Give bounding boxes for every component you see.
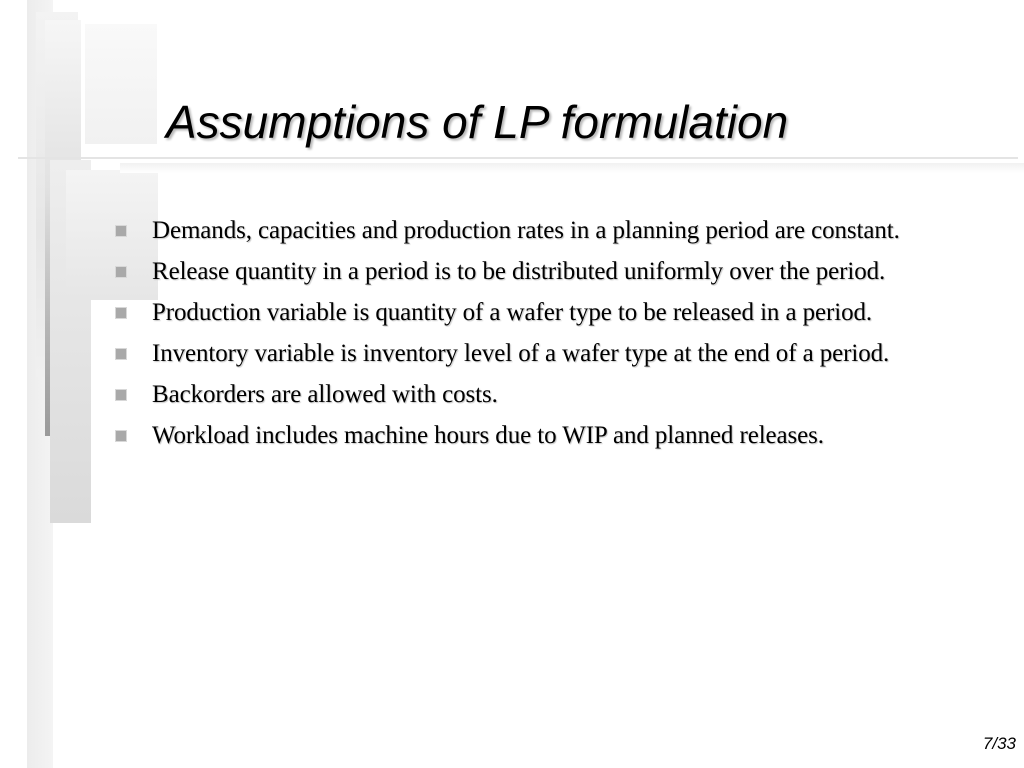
decorative-bar <box>85 24 157 144</box>
bullet-text: Release quantity in a period is to be distributed uniformly over the period. <box>152 257 886 285</box>
square-bullet-icon <box>115 389 127 401</box>
square-bullet-icon <box>115 348 127 360</box>
square-bullet-icon <box>115 430 127 442</box>
title-divider <box>18 157 1018 159</box>
bullet-text: Backorders are allowed with costs. <box>152 380 498 408</box>
bullet-item <box>113 333 1018 374</box>
bullet-item <box>113 292 1018 333</box>
bullet-text: Inventory variable is inventory level of a wafer type at the end of a period. <box>152 339 890 367</box>
bullet-text: Workload includes machine hours due to WIP and planned releases. <box>152 421 824 449</box>
page-number: 7/33 <box>982 734 1016 753</box>
bullet-list <box>113 210 1018 456</box>
square-bullet-icon <box>115 266 127 278</box>
bullet-text: Demands, capacities and production rates in a planning period are constant. <box>152 216 900 244</box>
square-bullet-icon <box>115 307 127 319</box>
bullet-item <box>113 374 1018 415</box>
bullet-item <box>113 210 1018 251</box>
bullet-item <box>113 415 1018 456</box>
bullet-text: Production variable is quantity of a wafer type to be released in a period. <box>152 298 873 326</box>
bullet-item <box>113 251 1018 292</box>
decorative-band <box>120 163 1024 173</box>
slide-title: Assumptions of LP formulation <box>166 96 789 148</box>
square-bullet-icon <box>115 225 127 237</box>
